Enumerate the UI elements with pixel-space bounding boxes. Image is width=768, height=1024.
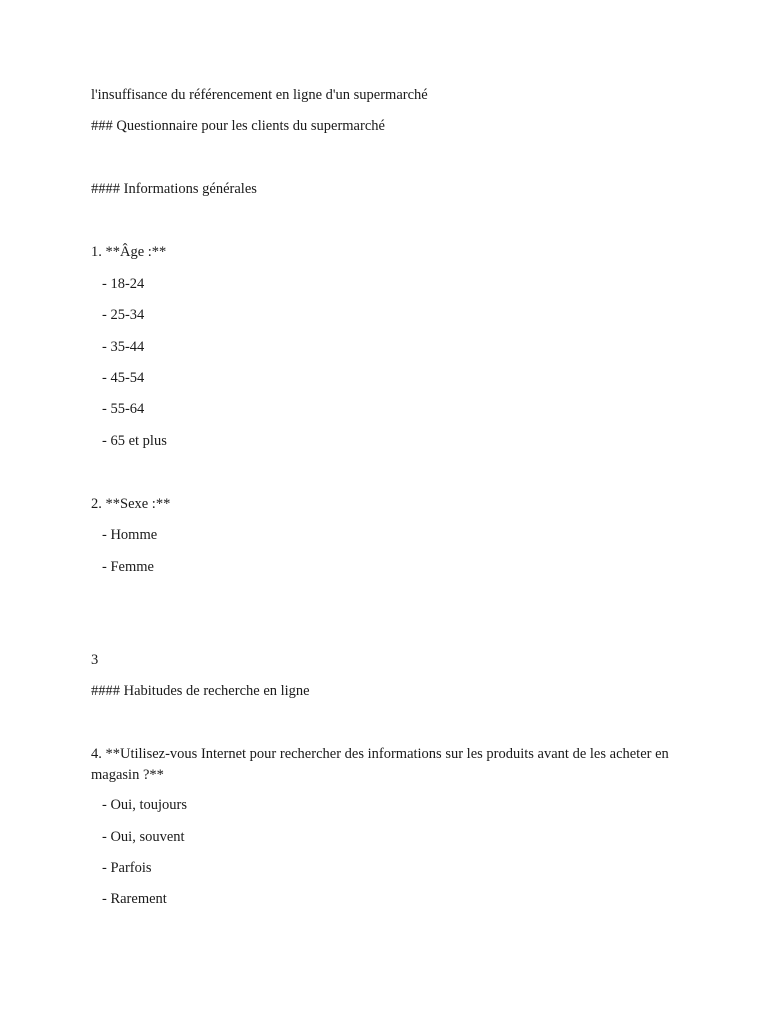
question-age: 1. **Âge :** xyxy=(91,244,167,260)
age-option: - 18-24 xyxy=(102,276,145,292)
age-option: - 45-54 xyxy=(102,370,145,386)
internet-option: - Oui, toujours xyxy=(102,797,187,813)
internet-option: - Parfois xyxy=(102,860,152,876)
habits-heading: #### Habitudes de recherche en ligne xyxy=(91,683,310,699)
sex-option: - Homme xyxy=(102,527,158,543)
question-sex: 2. **Sexe :** xyxy=(91,496,171,512)
question-internet-research: 4. **Utilisez-vous Internet pour rechercher des informations sur les produits avant de les acheter en magasin ?** xyxy=(91,746,669,783)
age-option: - 65 et plus xyxy=(102,433,167,449)
document-topic: l'insuffisance du référencement en ligne d'un supermarché xyxy=(91,87,428,103)
age-option: - 55-64 xyxy=(102,401,145,417)
questionnaire-heading: ### Questionnaire pour les clients du supermarché xyxy=(91,118,385,134)
age-option: - 35-44 xyxy=(102,339,145,355)
internet-option: - Oui, souvent xyxy=(102,829,185,845)
general-info-heading: #### Informations générales xyxy=(91,181,257,197)
age-option: - 25-34 xyxy=(102,307,145,323)
internet-option: - Rarement xyxy=(102,891,167,907)
sex-option: - Femme xyxy=(102,559,154,575)
page-number: 3 xyxy=(91,652,99,668)
